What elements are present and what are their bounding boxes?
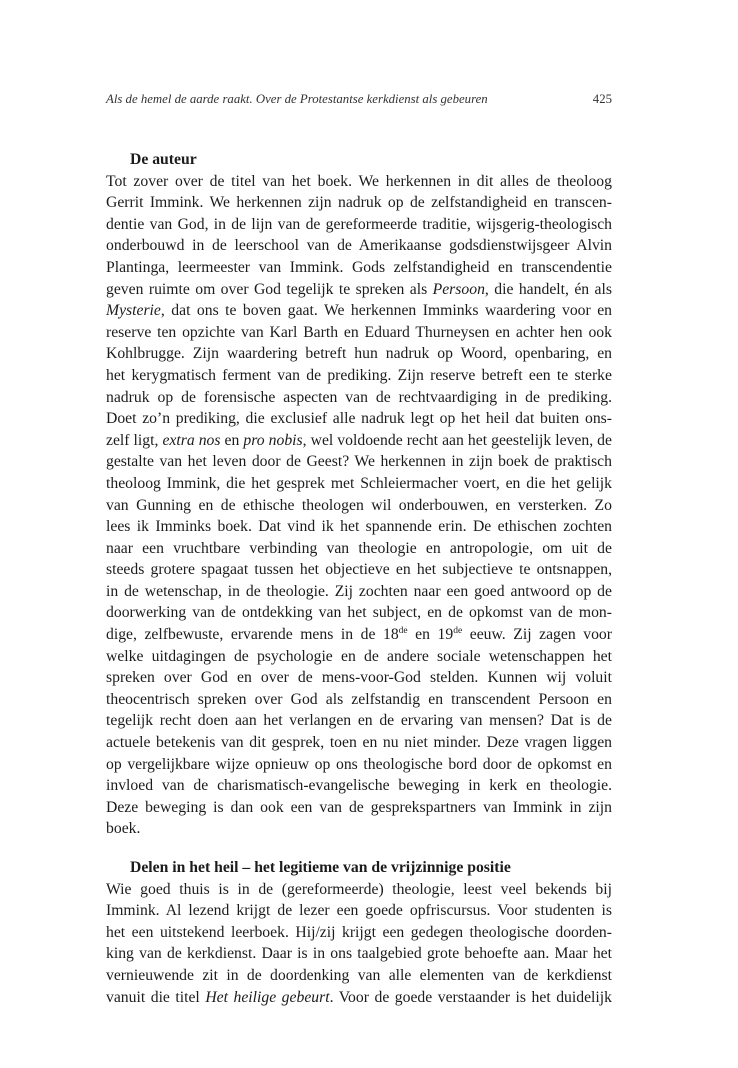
text-line	[106, 710, 612, 732]
text-run: dige, zelfbewuste, ervarende mens in de 18	[106, 626, 399, 644]
text-run: vanuit die titel	[106, 988, 206, 1006]
text-line	[106, 879, 612, 901]
running-head-title: Als de hemel de aarde raakt. Over de Protestantse kerkdienst als gebeuren	[106, 92, 488, 106]
text-line	[106, 495, 612, 517]
text-run: Doet zo’n prediking, die exclusief alle nadruk legt op het heil dat buiten ons-	[106, 410, 612, 428]
text-line	[106, 754, 612, 776]
section-heading: De auteur	[130, 151, 197, 168]
italic-term: pro nobis	[243, 431, 303, 449]
text-run: en 19	[407, 626, 454, 644]
text-run: Immink. Al lezend krijgt de lezer een goede opfriscursus. Voor studenten is	[106, 902, 612, 920]
text-line	[106, 818, 612, 840]
text-line	[106, 646, 612, 668]
text-run: op vergelijkbare wijze opnieuw op ons theologische bord door de opkomst en	[106, 755, 612, 773]
text-line	[106, 214, 612, 236]
text-run: Kohlbrugge. Zijn waardering betreft hun nadruk op Woord, openbaring, en	[106, 345, 612, 363]
section-heading: Delen in het heil – het legitieme van de vrijzinnige positie	[130, 859, 511, 876]
text-run: het een uitstekend leerboek. Hij/zij krijgt een gedegen theologische doorden-	[106, 923, 612, 941]
superscript: de	[398, 626, 408, 637]
text-run: onderbouwd in de leerschool van de Amerikaanse godsdienstwijsgeer Alvin	[106, 237, 612, 255]
text-line	[106, 667, 612, 689]
running-head	[106, 92, 612, 107]
text-run: reserve ten opzichte van Karl Barth en Eduard Thurneysen en achter hen ook	[106, 323, 612, 341]
text-run: king van de kerkdienst. Daar is in ons taalgebied grote behoefte aan. Maar het	[106, 945, 612, 963]
text-run: dentie van God, in de lijn van de gereformeerde traditie, wijsgerig-theologisch	[106, 215, 612, 233]
italic-term: Persoon	[432, 280, 485, 298]
text-run: geven ruimte om over God tegelijk te spreken als	[106, 280, 433, 298]
text-run: en	[220, 431, 244, 449]
text-line	[106, 322, 612, 344]
italic-term: Het heilige gebeurt	[205, 988, 330, 1006]
text-run: , dat ons te boven gaat. We herkennen Imminks waardering voor en	[160, 302, 612, 320]
text-run: invloed van de charismatisch-evangelische beweging in kerk en theologie.	[106, 777, 612, 795]
text-line	[106, 624, 612, 646]
text-line	[106, 192, 612, 214]
italic-term: Mysterie	[106, 302, 161, 320]
text-run: , wel voldoende recht aan het geestelijk leven, de	[302, 431, 612, 449]
text-run: naar een vruchtbare verbinding van theologie en antropologie, om uit de	[106, 539, 612, 557]
text-line	[106, 408, 612, 430]
text-line	[106, 943, 612, 965]
text-run: , die handelt, én als	[484, 280, 612, 298]
body-text	[106, 149, 612, 1008]
section-paragraph	[106, 171, 612, 840]
text-run: Plantinga, leermeester van Immink. Gods zelfstandigheid en transcendentie	[106, 258, 612, 276]
text-run: eeuw. Zij zagen voor	[462, 626, 612, 644]
text-run: lees ik Imminks boek. Dat vind ik het spannende erin. De ethischen zochten	[106, 518, 612, 536]
italic-term: extra nos	[162, 431, 221, 449]
text-line	[106, 775, 612, 797]
text-line	[106, 279, 612, 301]
text-line	[106, 300, 612, 322]
text-line	[106, 451, 612, 473]
text-run: Deze beweging is dan ook een van de gesprekspartners van Immink in zijn	[106, 798, 612, 816]
text-run: in de wetenschap, in de theologie. Zij zochten naar een goed antwoord op de	[106, 582, 612, 600]
text-run: . Voor de goede verstaander is het duidelijk	[329, 988, 612, 1006]
text-run: vernieuwende zit in de doordenking van alle elementen van de kerkdienst	[106, 966, 612, 984]
text-line	[106, 387, 612, 409]
text-run: steeds grotere spagaat tussen het objectieve en het subjectieve te ontsnappen,	[106, 561, 612, 579]
text-run: zelf ligt,	[106, 431, 163, 449]
text-line	[106, 797, 612, 819]
page-number: 425	[592, 92, 612, 106]
text-run: Tot zover over de titel van het boek. We herkennen in dit alles de theoloog	[106, 172, 612, 190]
text-run: theoloog Immink, die het gesprek met Schleiermacher voert, en die het gelijk	[106, 474, 612, 492]
text-line	[106, 473, 612, 495]
text-line	[106, 235, 612, 257]
text-line	[106, 602, 612, 624]
text-line	[106, 987, 612, 1009]
text-run: tegelijk recht doen aan het verlangen en de ervaring van mensen? Dat is de	[106, 712, 612, 730]
text-run: spreken over God en over de mens-voor-God stelden. Kunnen wij voluit	[106, 669, 612, 687]
superscript: de	[453, 626, 463, 637]
text-run: gestalte van het leven door de Geest? We herkennen in zijn boek de praktisch	[106, 453, 612, 471]
text-run: theocentrisch spreken over God als zelfstandig en transcendent Persoon en	[106, 690, 612, 708]
text-line	[106, 732, 612, 754]
text-run: nadruk op de forensische aspecten van de rechtvaardiging in de prediking.	[106, 388, 612, 406]
text-line	[106, 689, 612, 711]
text-run: welke uitdagingen de psychologie en de andere sociale wetenschappen het	[106, 647, 612, 665]
section-paragraph	[106, 879, 612, 1009]
text-line	[106, 965, 612, 987]
text-line	[106, 343, 612, 365]
text-run: van Gunning en de ethische theologen wil onderbouwen, en versterken. Zo	[106, 496, 612, 514]
text-line	[106, 900, 612, 922]
text-line	[106, 516, 612, 538]
text-run: Wie goed thuis is in de (gereformeerde) theologie, leest veel bekends bij	[106, 880, 612, 898]
text-line	[106, 430, 612, 452]
text-line	[106, 171, 612, 193]
text-line	[106, 257, 612, 279]
text-run: doorwerking van de ontdekking van het subject, en de opkomst van de mon-	[106, 604, 612, 622]
text-line	[106, 559, 612, 581]
text-line	[106, 365, 612, 387]
text-run: actuele betekenis van dit gesprek, toen en nu niet minder. Deze vragen liggen	[106, 734, 612, 752]
text-line	[106, 922, 612, 944]
text-line	[106, 538, 612, 560]
text-run: het kerygmatisch ferment van de prediking. Zijn reserve betreft een te sterke	[106, 366, 612, 384]
text-run: Gerrit Immink. We herkennen zijn nadruk op de zelfstandigheid en transcen-	[106, 194, 612, 212]
text-line	[106, 581, 612, 603]
text-run: boek.	[106, 820, 141, 838]
